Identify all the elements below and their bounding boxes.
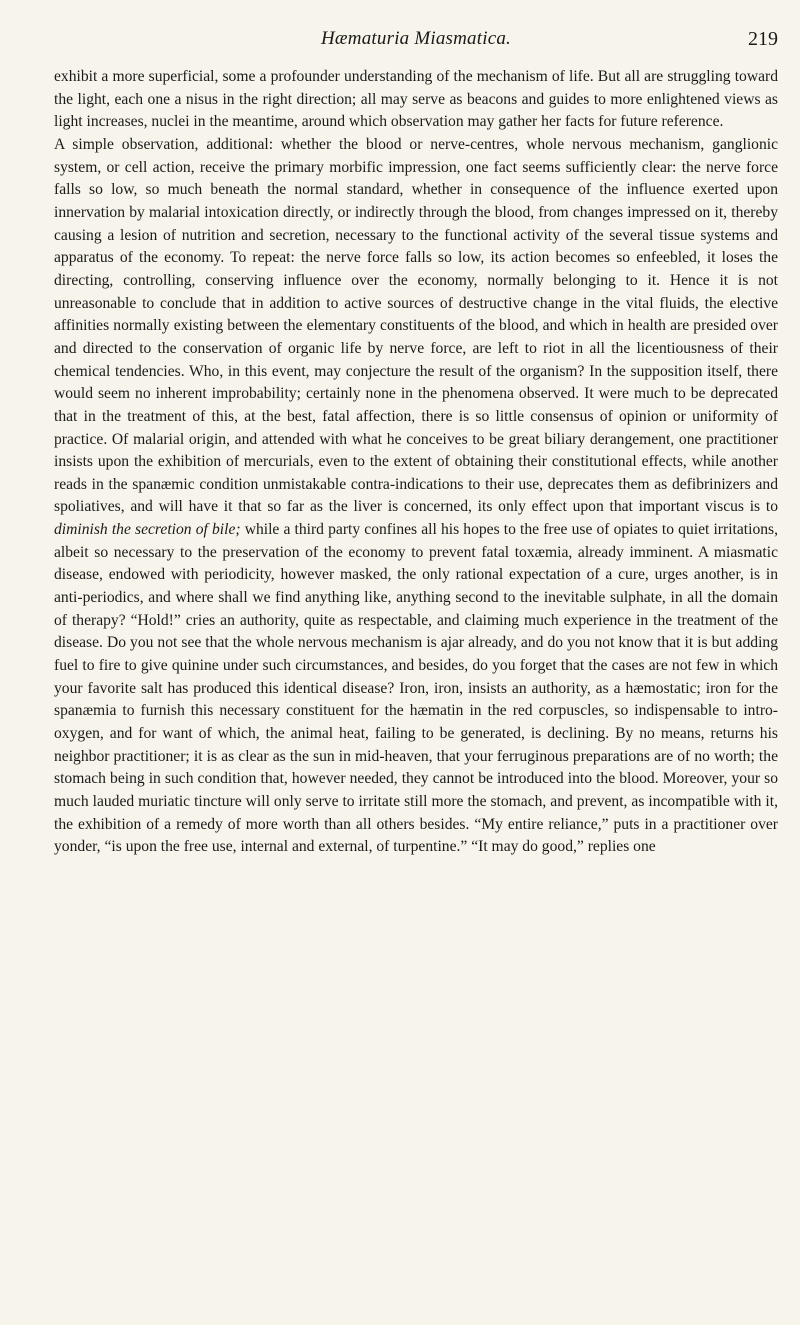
page-header [54, 28, 778, 52]
italic-phrase: diminish the secretion of bile; [54, 521, 241, 539]
paragraph-2-start: A simple observation, additional: whether the blood or nerve-centres, whole nervous mechanism, ganglionic system, or cell action, receive the primary morbific impression, one fact seems sufficiently clear: the nerve force falls so low, so much beneath the normal standard, whether in consequence of the influence exerted upon innervation by malarial intoxication directly, or indirectly through the blood, from changes impressed on it, thereby causing a lesion of nutrition and secretion, necessary to the functional activity of the several tissue systems and apparatus of the economy. To repeat: the nerve force falls so low, its action becomes so enfeebled, it loses the directing, controlling, conserving influence over the economy, normally belonging to it. Hence it is not unreasonable to conclude that in addition to active sources of destructive change in the vital fluids, the elective affinities normally existing between the elementary constituents of the blood, and which in health are presided over and directed to the conservation of organic life by nerve force, are left to riot in all the licentiousness of their chemical tendencies. Who, in this event, may conjecture the result of the organism? In the supposition itself, there would seem no inherent improbability; certainly none in the phenomena observed. It were much to be deprecated that in the treatment of this, at the best, fatal affection, there is so little consensus of opinion or uniformity of practice. Of malarial origin, and attended with what he conceives to be great biliary derangement, one practitioner insists upon the exhibition of mercurials, even to the extent of obtaining their constitutional effects, while another reads in the spanæmic condition unmistakable contra-indications to their use, deprecates them as defibrinizers and spoliatives, and will have it that so far as the liver is concerned, its only effect upon that important viscus is to [54, 135, 778, 516]
paragraph-2-end: while a third party confines all his hopes to the free use of opiates to quiet irritations, albeit so necessary to the preservation of the economy to prevent fatal toxæmia, already imminent. A miasmatic disease, endowed with periodicity, however masked, the only rational expectation of a cure, urges another, is in anti-periodics, and where shall we find anything like, anything second to the inevitable sulphate, in all the domain of therapy? “Hold!” cries an authority, quite as respectable, and claiming much experience in the treatment of the disease. Do you not see that the whole nervous mechanism is ajar already, and do you not know that it is but adding fuel to fire to give quinine under such circumstances, and besides, do you forget that the cases are not few in which your favorite salt has produced this identical disease? Iron, iron, insists an authority, as a hæmostatic; iron for the spanæmia to furnish this necessary constituent for the hæmatin in the red corpuscles, so indispensable to intro-oxygen, and for want of which, the animal heat, failing to be generated, is declining. By no means, returns his neighbor practitioner; it is as clear as the sun in mid-heaven, that your ferruginous preparations are of no worth; the stomach being in such condition that, however needed, they cannot be introduced into the blood. Moreover, your so much lauded muriatic tincture will only serve to irritate still more the stomach, and prevent, as incompatible with it, the exhibition of a remedy of more worth than all others besides. “My entire reliance,” puts in a practitioner over yonder, “is upon the free use, internal and external, of turpentine.” “It may do good,” replies one [54, 521, 779, 856]
running-head: Hæmaturia Miasmatica. [321, 28, 511, 49]
paragraph-1: exhibit a more superficial, some a profounder understanding of the mechanism of life. But all are struggling toward the light, each one a nisus in the right direction; all may serve as beacons and guides to more enlightened views as light increases, nuclei in the meantime, around which observation may gather her facts for future reference. [54, 68, 778, 131]
page-number: 219 [748, 28, 778, 50]
paragraph-2 [54, 134, 778, 859]
body-text [54, 66, 778, 859]
